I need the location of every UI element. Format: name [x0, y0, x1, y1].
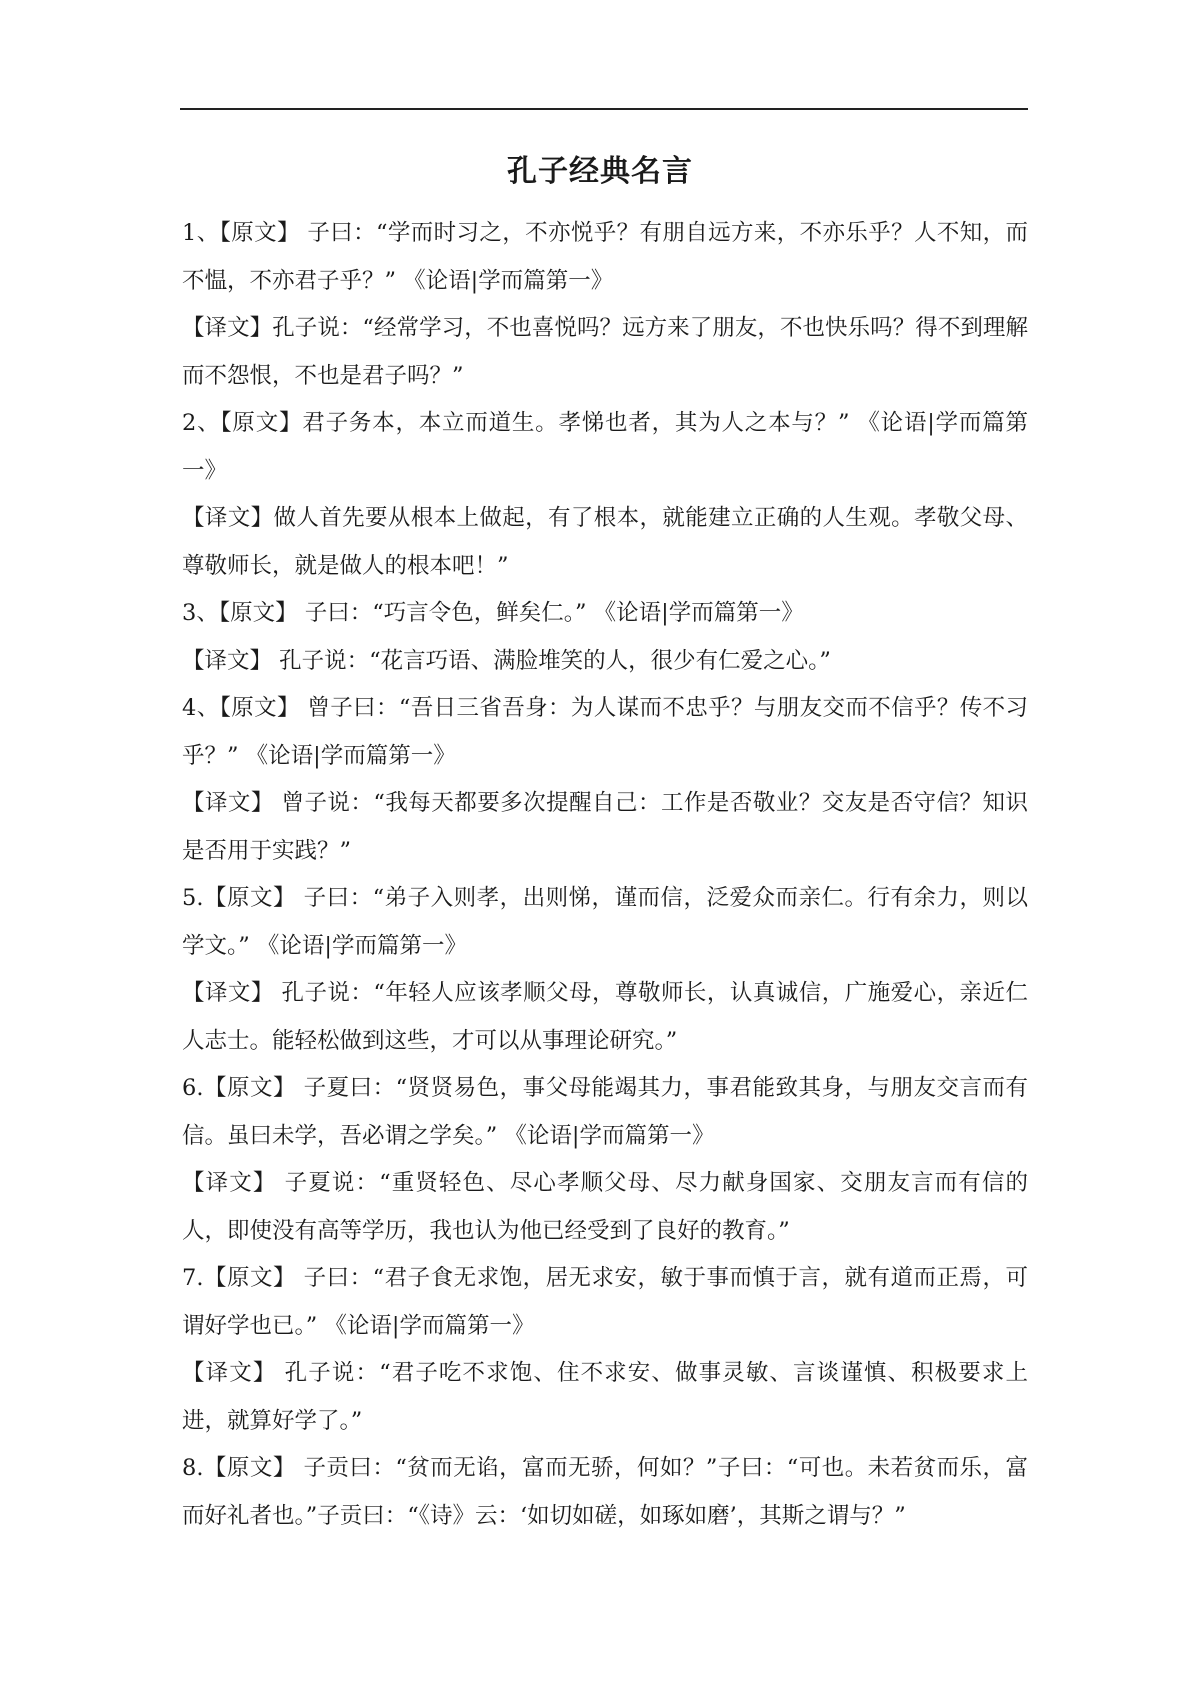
header-rule	[180, 108, 1028, 110]
quote-7-original: 7.【原文】 子曰：“君子食无求饱，居无求安，敏于事而慎于言，就有道而正焉，可谓好学也已。” 《论语|学而篇第一》	[182, 1265, 1028, 1339]
quote-5-translation: 【译文】 孔子说：“年轻人应该孝顺父母，尊敬师长，认真诚信，广施爱心，亲近仁人志士。能轻松做到这些，才可以从事理论研究。”	[182, 980, 1028, 1054]
quote-7-translation: 【译文】 孔子说：“君子吃不求饱、住不求安、做事灵敏、言谈谨慎、积极要求上进，就算好学了。”	[182, 1360, 1028, 1434]
quote-4-translation: 【译文】 曾子说：“我每天都要多次提醒自己：工作是否敬业？交友是否守信？知识是否用于实践？”	[182, 790, 1028, 864]
quote-3-translation: 【译文】 孔子说：“花言巧语、满脸堆笑的人，很少有仁爱之心。”	[182, 647, 831, 674]
quote-6-translation: 【译文】 子夏说：“重贤轻色、尽心孝顺父母、尽力献身国家、交朋友言而有信的人，即使没有高等学历，我也认为他已经受到了良好的教育。”	[182, 1170, 1028, 1244]
quote-1-original: 1、【原文】 子曰：“学而时习之，不亦悦乎？有朋自远方来，不亦乐乎？人不知，而不愠，不亦君子乎？” 《论语|学而篇第一》	[182, 220, 1028, 294]
document-title: 孔子经典名言	[507, 154, 693, 189]
quote-5-original: 5.【原文】 子曰：“弟子入则孝，出则悌，谨而信，泛爱众而亲仁。行有余力，则以学文。” 《论语|学而篇第一》	[182, 885, 1028, 959]
quote-3-original: 3、【原文】 子曰：“巧言令色，鲜矣仁。” 《论语|学而篇第一》	[182, 600, 804, 626]
document-body	[182, 210, 1028, 1540]
quote-6-original: 6.【原文】 子夏曰：“贤贤易色，事父母能竭其力，事君能致其身，与朋友交言而有信。虽曰未学，吾必谓之学矣。” 《论语|学而篇第一》	[182, 1075, 1028, 1149]
quote-2-translation: 【译文】做人首先要从根本上做起，有了根本，就能建立正确的人生观。孝敬父母、尊敬师长，就是做人的根本吧！”	[182, 505, 1028, 579]
quote-4-original: 4、【原文】 曾子曰：“吾日三省吾身：为人谋而不忠乎？与朋友交而不信乎？传不习乎？” 《论语|学而篇第一》	[182, 695, 1028, 769]
quote-8-original: 8.【原文】 子贡曰：“贫而无谄，富而无骄，何如？”子曰：“可也。未若贫而乐，富而好礼者也。”子贡曰：“《诗》云：‘如切如磋，如琢如磨’，其斯之谓与？”	[182, 1455, 1028, 1529]
quote-2-original: 2、【原文】君子务本，本立而道生。孝悌也者，其为人之本与？” 《论语|学而篇第一》	[182, 410, 1028, 484]
quote-1-translation: 【译文】孔子说：“经常学习，不也喜悦吗？远方来了朋友，不也快乐吗？得不到理解而不怨恨，不也是君子吗？”	[182, 315, 1028, 389]
